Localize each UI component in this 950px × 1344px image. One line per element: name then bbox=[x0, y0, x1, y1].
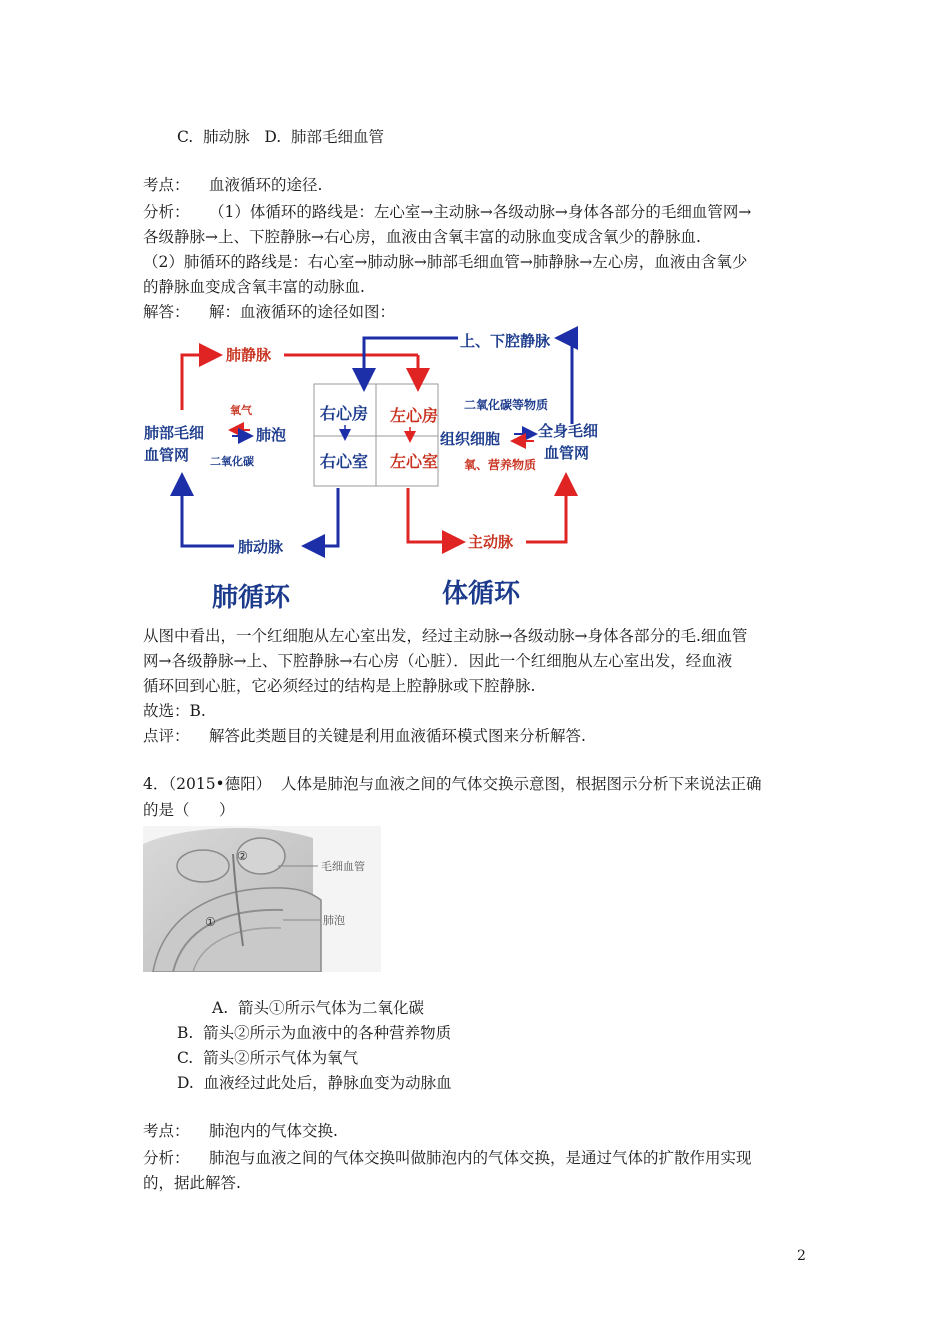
q4-stem-line-1: 4．（2015•德阳） 人体是肺泡与血液之间的气体交换示意图，根据图示分析下来说法正确 bbox=[143, 775, 762, 793]
kaodian-label: 考点： bbox=[143, 176, 190, 194]
aorta-label: 主动脉 bbox=[468, 533, 514, 551]
q3-answer: 故选：B. bbox=[143, 702, 206, 720]
kaodian-text: 血液循环的途径. bbox=[209, 176, 323, 194]
pulmonary-circulation-title: 肺循环 bbox=[212, 583, 291, 613]
oxygen-nutrients-label: 氧、营养物质 bbox=[464, 458, 537, 472]
marker-2: ② bbox=[237, 849, 248, 863]
q3-fenxi-line-3: （2）肺循环的路线是：右心室→肺动脉→肺部毛细血管→肺静脉→左心房，血液由含氧少 bbox=[143, 253, 748, 271]
pulmonary-vein-label: 肺静脉 bbox=[226, 346, 272, 364]
q3-fenxi-line-2: 各级静脉→上、下腔静脉→右心房，血液由含氧丰富的动脉血变成含氧少的静脉血. bbox=[143, 228, 701, 246]
q3-after-line-1: 从图中看出，一个红细胞从左心室出发，经过主动脉→各级动脉→身体各部分的毛.细血管 bbox=[143, 627, 748, 645]
q4-fenxi-line-1 bbox=[143, 1147, 752, 1169]
systemic-capillary-label-2: 血管网 bbox=[544, 444, 590, 462]
jieda-label: 解答： bbox=[143, 303, 190, 321]
tissue-cells-label: 组织细胞 bbox=[440, 430, 501, 448]
q4-stem-line-2: 的是（ ） bbox=[143, 801, 235, 819]
q4-option-b: B. 箭头②所示为血液中的各种营养物质 bbox=[177, 1024, 452, 1042]
q3-after-line-3: 循环回到心脏，它必须经过的结构是上腔静脉或下腔静脉. bbox=[143, 677, 536, 695]
q3-after-line-2: 网→各级静脉→上、下腔静脉→右心房（心脏）．因此一个红细胞从左心室出发，经血液 bbox=[143, 652, 733, 670]
oxygen-label: 氧气 bbox=[230, 404, 252, 417]
carbon-dioxide-label: 二氧化碳 bbox=[210, 455, 254, 468]
right-ventricle-label: 右心室 bbox=[320, 452, 369, 471]
q3-dianping bbox=[143, 725, 586, 747]
dianping-label: 点评： bbox=[143, 727, 190, 745]
q4-fenxi-text: 肺泡与血液之间的气体交换叫做肺泡内的气体交换，是通过气体的扩散作用实现 bbox=[209, 1149, 752, 1167]
left-atrium-label: 左心房 bbox=[390, 406, 439, 425]
q4-fenxi-line-2: 的，据此解答. bbox=[143, 1174, 241, 1192]
alveolus-image-label: 肺泡 bbox=[323, 914, 345, 927]
q4-option-d: D. 血液经过此处后，静脉血变为动脉血 bbox=[177, 1074, 452, 1092]
q4-kaodian-label: 考点： bbox=[143, 1122, 190, 1140]
q3-fenxi-line-1 bbox=[143, 201, 751, 223]
co2-substances-label: 二氧化碳等物质 bbox=[464, 398, 549, 412]
pulmonary-capillary-label-2: 血管网 bbox=[144, 446, 190, 464]
dianping-text: 解答此类题目的关键是利用血液循环模式图来分析解答. bbox=[209, 727, 586, 745]
alveolus-gas-exchange-image bbox=[143, 826, 381, 972]
marker-1: ① bbox=[205, 915, 216, 929]
q4-kaodian-text: 肺泡内的气体交换. bbox=[209, 1122, 338, 1140]
capillary-label: 毛细血管 bbox=[321, 860, 365, 873]
alveolus-label: 肺泡 bbox=[256, 426, 287, 444]
right-atrium-label: 右心房 bbox=[320, 404, 369, 423]
q4-kaodian bbox=[143, 1120, 338, 1142]
pulmonary-artery-label: 肺动脉 bbox=[238, 538, 284, 556]
q3-jieda bbox=[143, 301, 395, 323]
page-number: 2 bbox=[797, 1248, 806, 1264]
pulmonary-capillary-label-1: 肺部毛细 bbox=[144, 424, 205, 442]
vena-cava-label: 上、下腔静脉 bbox=[460, 332, 551, 350]
fenxi-text: （1）体循环的路线是：左心室→主动脉→各级动脉→身体各部分的毛细血管网→ bbox=[209, 203, 752, 221]
fenxi-label: 分析： bbox=[143, 203, 190, 221]
blood-circulation-diagram bbox=[142, 324, 602, 614]
q4-option-c: C. 箭头②所示气体为氧气 bbox=[177, 1049, 359, 1067]
q3-option-c-d: C. 肺动脉 D. 肺部毛细血管 bbox=[177, 128, 385, 146]
systemic-circulation-title: 体循环 bbox=[442, 579, 521, 609]
q3-fenxi-line-4: 的静脉血变成含氧丰富的动脉血. bbox=[143, 278, 365, 296]
q4-fenxi-label: 分析： bbox=[143, 1149, 190, 1167]
q3-kaodian bbox=[143, 174, 322, 196]
jieda-text: 解：血液循环的途径如图： bbox=[209, 303, 396, 321]
left-ventricle-label: 左心室 bbox=[390, 452, 439, 471]
q4-option-a: A. 箭头①所示气体为二氧化碳 bbox=[212, 999, 424, 1017]
systemic-capillary-label-1: 全身毛细 bbox=[538, 422, 599, 440]
